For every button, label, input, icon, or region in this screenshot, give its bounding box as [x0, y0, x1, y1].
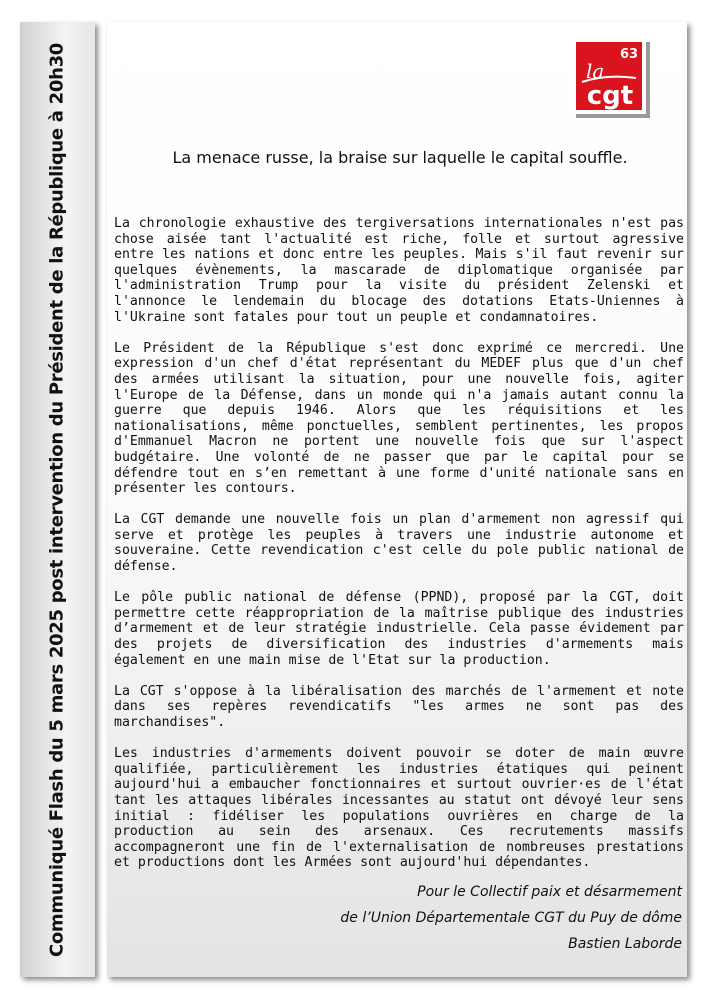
- paragraph-president: Le Président de la République s'est donc exprimé ce mercredi. Une expression d'un chef d'état représentant du MEDEF plus que d'un chef des armées utilisant la situation, pour une nouvelle fois, agiter l'Europe de la Défense, dans un monde qui n'a jamais autant connu la guerre que depuis 1946. Alors que les réquisitions et les nationalisations, même ponctuelles, semblent pertinentes, les propos d'Emmanuel Macron ne portent une nouvelle fois que sur l'aspect budgétaire. Une volonté de ne passer que par le capital pour se défendre tout en s’en remettant à une forme d'unité nationale sans en présenter les contours.: [114, 340, 684, 497]
- signature-block: [162, 879, 682, 957]
- paragraph-plan-armement: La CGT demande une nouvelle fois un plan d'armement non agressif qui serve et protège les peuples à travers une industrie autonome et souveraine. Cette revendication c'est celle du pole public national de défense.: [114, 512, 684, 575]
- logo-name: cgt: [586, 81, 634, 111]
- signature-author: Bastien Laborde: [568, 936, 682, 952]
- signature-union: de l’Union Départementale CGT du Puy de dôme: [340, 910, 682, 926]
- paragraph-chronologie: La chronologie exhaustive des tergiversations internationales n'est pas chose aisée tant l'actualité est riche, folle et surtout agressive entre les nations et donc entre les peuples. Mais s'il faut revenir sur quelques évènements, la mascarade de diplomatique organisée par l'administration Trump pour la visite du président Zelenski et l'annonce le lendemain du blocage des dotations Etats-Uniennes à l'Ukraine sont fatales pour tout un peuple et condamnatoires.: [114, 216, 684, 325]
- page-headline: La menace russe, la braise sur laquelle le capital souffle.: [172, 148, 628, 167]
- paragraph-liberalisation: La CGT s'oppose à la libéralisation des marchés de l'armement et note dans ses repères revendicatifs "les armes ne sont pas des marchandises".: [114, 683, 684, 730]
- article-body: [114, 216, 684, 887]
- cgt-logo: [572, 38, 650, 118]
- signature-collectif: Pour le Collectif paix et désarmement: [417, 884, 682, 900]
- logo-script: la: [586, 59, 605, 83]
- sidebar-title: Communiqué Flash du 5 mars 2025 post intervention du Président de la République à 20h30: [46, 42, 68, 958]
- paragraph-ppnd: Le pôle public national de défense (PPND), proposé par la CGT, doit permettre cette réappropriation de la maîtrise publique des industries d’armement et de leur stratégie industrielle. Cela passe évidement par des projets de diversification des industries d'armements mais également en une main mise de l'Etat sur la production.: [114, 590, 684, 668]
- logo-badge: 63: [619, 47, 639, 62]
- paragraph-industries: Les industries d'armements doivent pouvoir se doter de main œuvre qualifiée, particulièrement les industries étatiques qui peinent aujourd'hui a embaucher fonctionnaires et surtout ouvrier·es de l'état tant les attaques libérales incessantes au statut ont dévoyé leur sens initial : fidéliser les populations ouvrières en charge de la production au sein des arsenaux. Ces recrutements massifs accompagneront une fin de l'externalisation de nombreuses prestations et productions dont les Armées sont aujourd'hui dépendantes.: [114, 746, 684, 871]
